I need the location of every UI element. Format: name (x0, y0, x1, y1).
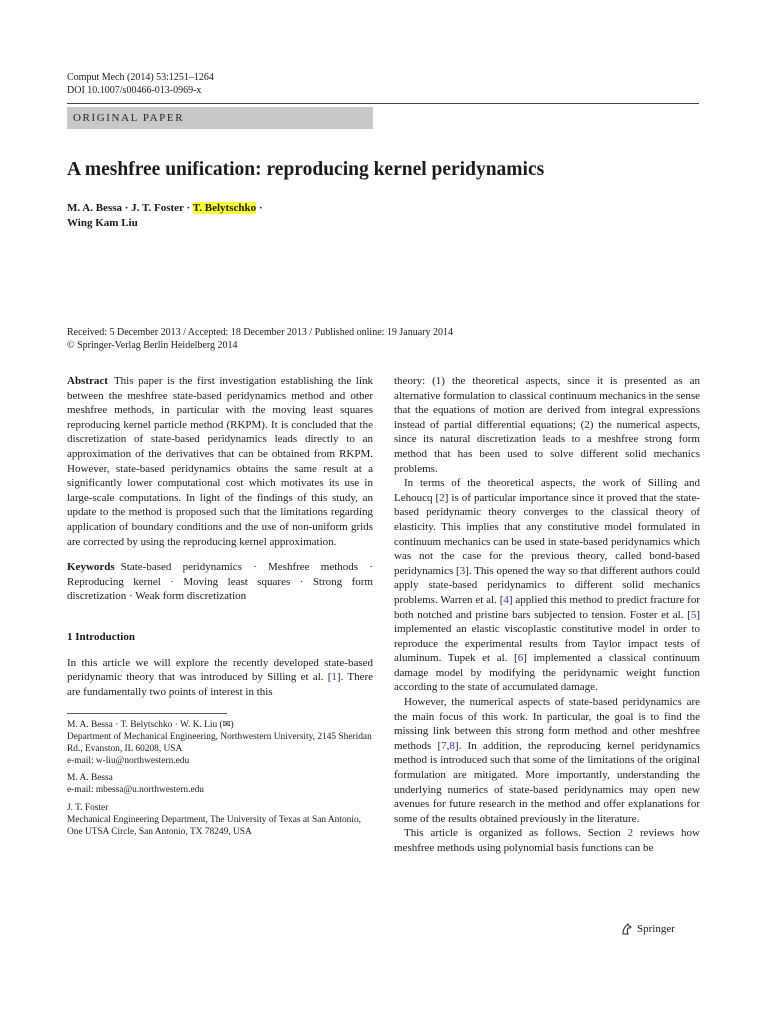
author-list (67, 201, 263, 231)
email-link[interactable]: e-mail: w-liu@northwestern.edu (67, 755, 190, 766)
intro-paragraph: In this article we will explore the recently developed state-based peridynamic theory that was introduced by Silling et al. [1]. There are fundamentally two points of interest in this (67, 656, 373, 698)
publisher-name: Springer (637, 923, 675, 935)
abstract-label: Abstract (67, 375, 108, 387)
right-column (394, 374, 700, 856)
journal-info (67, 71, 214, 97)
affiliations (67, 720, 373, 838)
section-heading-introduction: 1 Introduction (67, 630, 135, 643)
affiliation-block: M. A. Bessa e-mail: mbessa@u.northwestern.edu (67, 773, 204, 796)
citation-link[interactable]: 5 (690, 608, 697, 621)
paper-title: A meshfree unification: reproducing kernel peridynamics (67, 159, 545, 180)
keywords-text: State-based peridynamics · Meshfree methods · Reproducing kernel · Moving least squares · Strong form discretization · Weak form discretization (67, 561, 373, 603)
body-paragraph: In terms of the theoretical aspects, the work of Silling and Lehoucq [2] is of particular importance since it proved that the state-based peridynamic theory converges to the classical theory of elasticity. This implies that any constitutive model formulated in continuum mechanics can be used in state-based peridynamics which was not the case for the previous theory, called bond-based peridynamics [3]. This opened the way so that different authors could apply state-based peridynamics to different solid mechanics problems. Warren et al. [4] applied this method to predict fracture for both notched and pristine bars subjected to tension. Foster et al. [5] implemented an elastic viscoplastic constitutive model in order to reproduce the experimental results from Taylor impact tests of aluminum. Tupek et al. [6] implemented a classical continuum damage model by modifying the peridynamic weight function according to the state of accumulated damage. (394, 477, 701, 694)
email-link[interactable]: e-mail: mbessa@u.northwestern.edu (67, 785, 204, 796)
publication-dates (67, 326, 453, 352)
left-column (67, 374, 373, 844)
author-separator: · (183, 202, 193, 214)
header-rule (67, 103, 699, 104)
publisher-logo (620, 922, 675, 936)
body-paragraph: This article is organized as follows. Section 2 reviews how meshfree methods using polynomial basis functions can be (394, 827, 700, 854)
author-bessa[interactable]: M. A. Bessa (67, 202, 122, 214)
footnote-divider (67, 713, 227, 714)
author-separator: · (122, 202, 132, 214)
body-paragraph: theory: (1) the theoretical aspects, since it is presented as an alternative formulation to classical continuum mechanics in the sense that the equations of motion are derived from integral expressions instead of partial differential equations; (2) the numerical aspects, since its natural discretization leads to a meshfree strong form method that has been used to solve different solid mechanics problems. (394, 375, 700, 475)
body-paragraph: However, the numerical aspects of state-based peridynamics are the main focus of this work. In particular, the goal is to find the missing link between this strong form method and other meshfree methods [7,8]. In addition, the reproducing kernel peridynamics method is introduced such that some of the limitations of the original formulation are mitigated. More importantly, understanding the underlying numerics of state-based peridynamics may open new avenues for future research in the method and offer explanations for some of the results obtained previously in the literature. (394, 696, 700, 825)
abstract-text: This paper is the first investigation establishing the link between the meshfree state-based peridynamics method and other meshfree methods, in particular with the moving least squares reproducing kernel particle method (RKPM). It is concluded that the discretization of state-based peridynamics leads directly to an approximation of the derivatives that can be obtained from RKPM. However, state-based peridynamics obtains the same result at a significantly lower computational cost which motivates its use in large-scale computations. In light of the findings of this study, an update to the method is proposed such that the limitations regarding application of boundary conditions and the use of non-uniform grids are corrected by using the reproducing kernel approximation. (67, 375, 373, 548)
citation-link[interactable]: 7 (441, 739, 447, 752)
author-foster[interactable]: J. T. Foster (131, 202, 184, 214)
springer-horse-icon (620, 922, 634, 936)
history-line: Received: 5 December 2013 / Accepted: 18 December 2013 / Published online: 19 January 2014 (67, 327, 454, 338)
section-link[interactable]: 2 (627, 827, 634, 840)
author-belytschko[interactable]: T. Belytschko (192, 202, 257, 214)
article-type-banner: ORIGINAL PAPER (67, 107, 373, 129)
citation-link[interactable]: 8 (449, 739, 455, 752)
author-separator: · (256, 202, 263, 214)
citation-link[interactable]: 1 (331, 671, 337, 684)
citation-link[interactable]: 6 (517, 652, 524, 665)
journal-citation: Comput Mech (2014) 53:1251–1264 (67, 72, 214, 83)
keywords-label: Keywords (67, 561, 115, 574)
citation-link[interactable]: 4 (503, 593, 509, 606)
copyright-line: © Springer-Verlag Berlin Heidelberg 2014 (67, 340, 238, 351)
affiliation-block: J. T. Foster Mechanical Engineering Department, The University of Texas at San Antonio, One UTSA Circle, San Antonio, TX 78249, USA (67, 803, 361, 837)
author-liu[interactable]: Wing Kam Liu (67, 217, 138, 229)
abstract (67, 374, 373, 549)
citation-link[interactable]: 2 (439, 491, 445, 504)
affiliation-block: M. A. Bessa · T. Belytschko · W. K. Liu (✉) Department of Mechanical Engineering, Northwestern University, 2145 Sheridan Rd., Evanston, IL 60208, USA e-mail: w-liu@northwestern.edu (67, 720, 372, 766)
doi[interactable]: DOI 10.1007/s00466-013-0969-x (67, 85, 202, 96)
keywords (67, 560, 373, 604)
citation-link[interactable]: 3 (459, 564, 466, 577)
